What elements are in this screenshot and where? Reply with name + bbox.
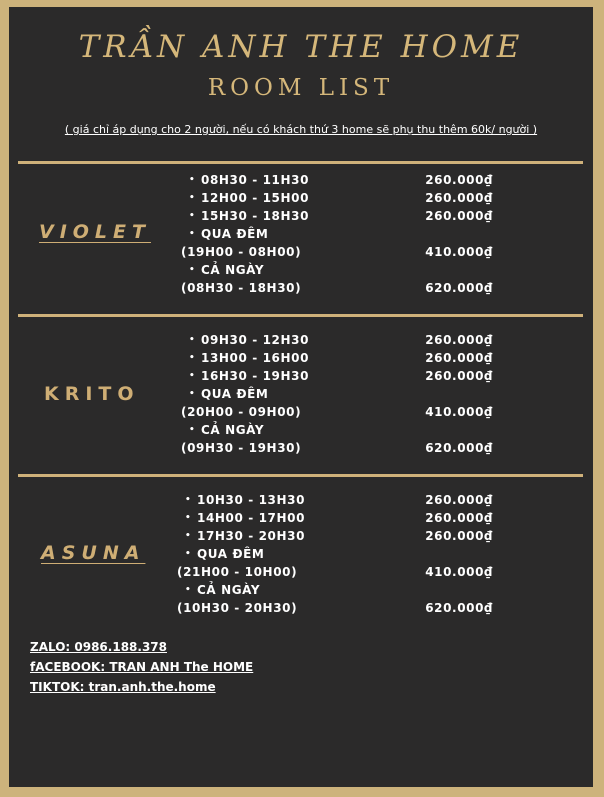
price: 260.000₫ (425, 173, 493, 187)
time-slot: 09H30 - 12H30 (201, 333, 310, 347)
divider-top (18, 161, 583, 164)
time-slot: QUA ĐÊM (197, 547, 265, 561)
price: 260.000₫ (425, 209, 493, 223)
schedule-row (9, 423, 593, 441)
schedule-row (9, 209, 593, 227)
time-slot: (08H30 - 18H30) (181, 281, 302, 295)
contact-info (30, 637, 253, 697)
bullet-icon: • (185, 549, 192, 559)
time-slot: 13H00 - 16H00 (201, 351, 310, 365)
price: 410.000₫ (425, 245, 493, 259)
time-slot: QUA ĐÊM (201, 387, 269, 401)
time-slot: 17H30 - 20H30 (197, 529, 306, 543)
time-slot: (10H30 - 20H30) (177, 601, 298, 615)
schedule-row (9, 245, 593, 263)
time-slot: 14H00 - 17H00 (197, 511, 306, 525)
price: 620.000₫ (425, 441, 493, 455)
price-list-panel (9, 7, 593, 787)
time-slot: CẢ NGÀY (201, 263, 265, 277)
room-name-krito: KRITO (44, 383, 140, 405)
price: 260.000₫ (425, 511, 493, 525)
schedule-row (9, 369, 593, 387)
zalo-contact[interactable]: ZALO: 0986.188.378 (30, 640, 167, 654)
schedule-row (9, 583, 593, 601)
schedule-row (9, 529, 593, 547)
schedule-row (9, 281, 593, 299)
price: 260.000₫ (425, 191, 493, 205)
price: 260.000₫ (425, 529, 493, 543)
schedule-row (9, 263, 593, 281)
bullet-icon: • (185, 531, 192, 541)
time-slot: 15H30 - 18H30 (201, 209, 310, 223)
bullet-icon: • (189, 211, 196, 221)
schedule-row (9, 173, 593, 191)
bullet-icon: • (185, 513, 192, 523)
price: 620.000₫ (425, 281, 493, 295)
pricing-note: ( giá chỉ áp dụng cho 2 người, nếu có khách thứ 3 home sẽ phụ thu thêm 60k/ người ) (64, 123, 538, 136)
bullet-icon: • (189, 175, 196, 185)
schedule-row (9, 601, 593, 619)
time-slot: CẢ NGÀY (201, 423, 265, 437)
time-slot: (19H00 - 08H00) (181, 245, 302, 259)
bullet-icon: • (185, 585, 192, 595)
price: 410.000₫ (425, 565, 493, 579)
divider-krito-asuna (18, 474, 583, 477)
price: 260.000₫ (425, 351, 493, 365)
time-slot: 10H30 - 13H30 (197, 493, 306, 507)
time-slot: (21H00 - 10H00) (177, 565, 298, 579)
price: 260.000₫ (425, 333, 493, 347)
time-slot: QUA ĐÊM (201, 227, 269, 241)
bullet-icon: • (189, 353, 196, 363)
schedule-row (9, 405, 593, 423)
time-slot: 08H30 - 11H30 (201, 173, 310, 187)
schedule-row (9, 547, 593, 565)
time-slot: 16H30 - 19H30 (201, 369, 310, 383)
time-slot: (09H30 - 19H30) (181, 441, 302, 455)
room-name-asuna: ASUNA (41, 542, 146, 564)
schedule-row (9, 191, 593, 209)
schedule-row (9, 511, 593, 529)
price: 260.000₫ (425, 493, 493, 507)
bullet-icon: • (189, 425, 196, 435)
bullet-icon: • (189, 389, 196, 399)
price: 410.000₫ (425, 405, 493, 419)
bullet-icon: • (189, 371, 196, 381)
tiktok-link[interactable]: TIKTOK: tran.anh.the.home (30, 680, 216, 694)
bullet-icon: • (189, 193, 196, 203)
facebook-link[interactable]: fACEBOOK: TRAN ANH The HOME (30, 660, 254, 674)
schedule-row (9, 441, 593, 459)
schedule-row (9, 565, 593, 583)
schedule-row (9, 493, 593, 511)
price: 620.000₫ (425, 601, 493, 615)
bullet-icon: • (189, 229, 196, 239)
time-slot: 12H00 - 15H00 (201, 191, 310, 205)
time-slot: (20H00 - 09H00) (181, 405, 302, 419)
divider-violet-krito (18, 314, 583, 317)
time-slot: CẢ NGÀY (197, 583, 261, 597)
schedule-row (9, 333, 593, 351)
price: 260.000₫ (425, 369, 493, 383)
room-name-violet: VIOLET (39, 221, 151, 243)
bullet-icon: • (189, 265, 196, 275)
schedule-row (9, 351, 593, 369)
schedule-row (9, 227, 593, 245)
brand-title: TRẦN ANH THE HOME (78, 29, 524, 65)
schedule-row (9, 387, 593, 405)
room-list-title: ROOM LIST (207, 75, 395, 101)
bullet-icon: • (189, 335, 196, 345)
bullet-icon: • (185, 495, 192, 505)
